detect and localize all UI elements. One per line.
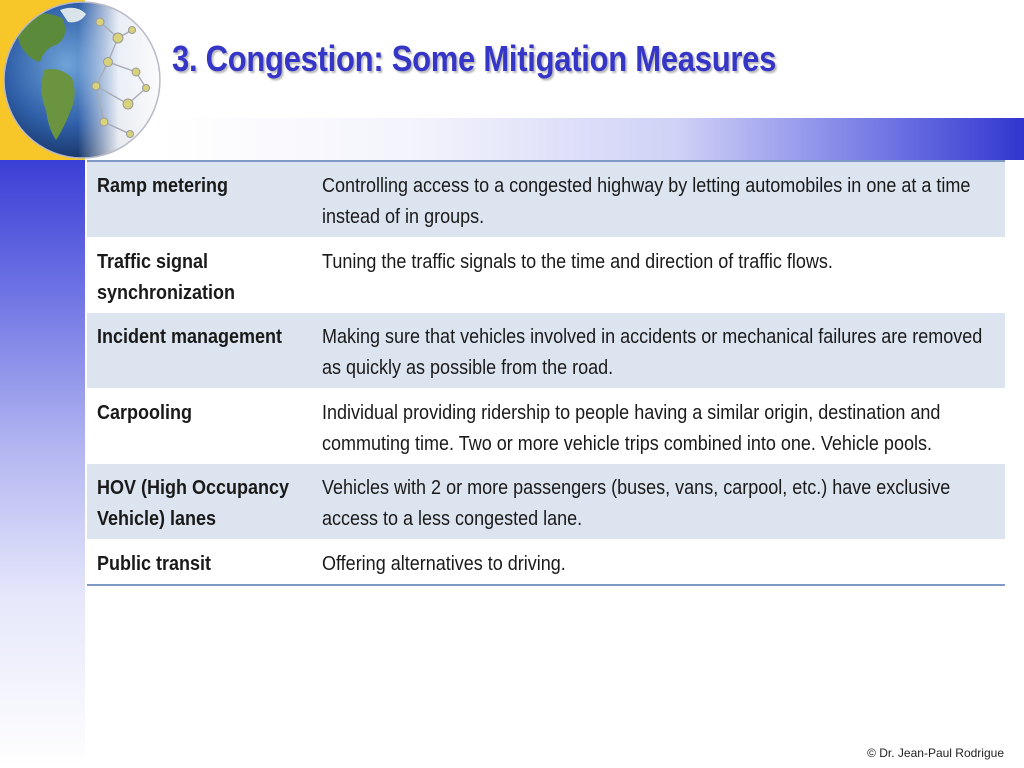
table-row xyxy=(87,313,1005,389)
table-row xyxy=(87,238,1005,314)
table-row xyxy=(87,389,1005,465)
measure-description: Making sure that vehicles involved in accidents or mechanical failures are removed as quickly as possible from the road. xyxy=(312,313,1005,389)
copyright-notice: © Dr. Jean-Paul Rodrigue xyxy=(867,746,1004,760)
slide-title: 3. Congestion: Some Mitigation Measures xyxy=(172,38,777,79)
measure-description: Offering alternatives to driving. xyxy=(312,540,1005,586)
table-row xyxy=(87,161,1005,238)
measure-term: Traffic signal synchronization xyxy=(87,238,312,314)
measure-description: Tuning the traffic signals to the time and direction of traffic flows. xyxy=(312,238,1005,314)
table-row xyxy=(87,464,1005,540)
measure-description: Individual providing ridership to people having a similar origin, destination and commuting time. Two or more vehicle trips combined into one. Vehicle pools. xyxy=(312,389,1005,465)
measure-description: Vehicles with 2 or more passengers (buses, vans, carpool, etc.) have exclusive access to a less congested lane. xyxy=(312,464,1005,540)
left-gradient-stripe xyxy=(0,160,85,768)
measure-term: Carpooling xyxy=(87,389,312,465)
table-row xyxy=(87,540,1005,586)
globe-network-icon xyxy=(0,0,165,165)
measure-term: Ramp metering xyxy=(87,161,312,238)
mitigation-measures-table xyxy=(87,160,1005,586)
measure-description: Controlling access to a congested highway by letting automobiles in one at a time instead of in groups. xyxy=(312,161,1005,238)
header-gradient-band xyxy=(160,118,1024,160)
measure-term: HOV (High Occupancy Vehicle) lanes xyxy=(87,464,312,540)
measure-term: Incident management xyxy=(87,313,312,389)
measure-term: Public transit xyxy=(87,540,312,586)
